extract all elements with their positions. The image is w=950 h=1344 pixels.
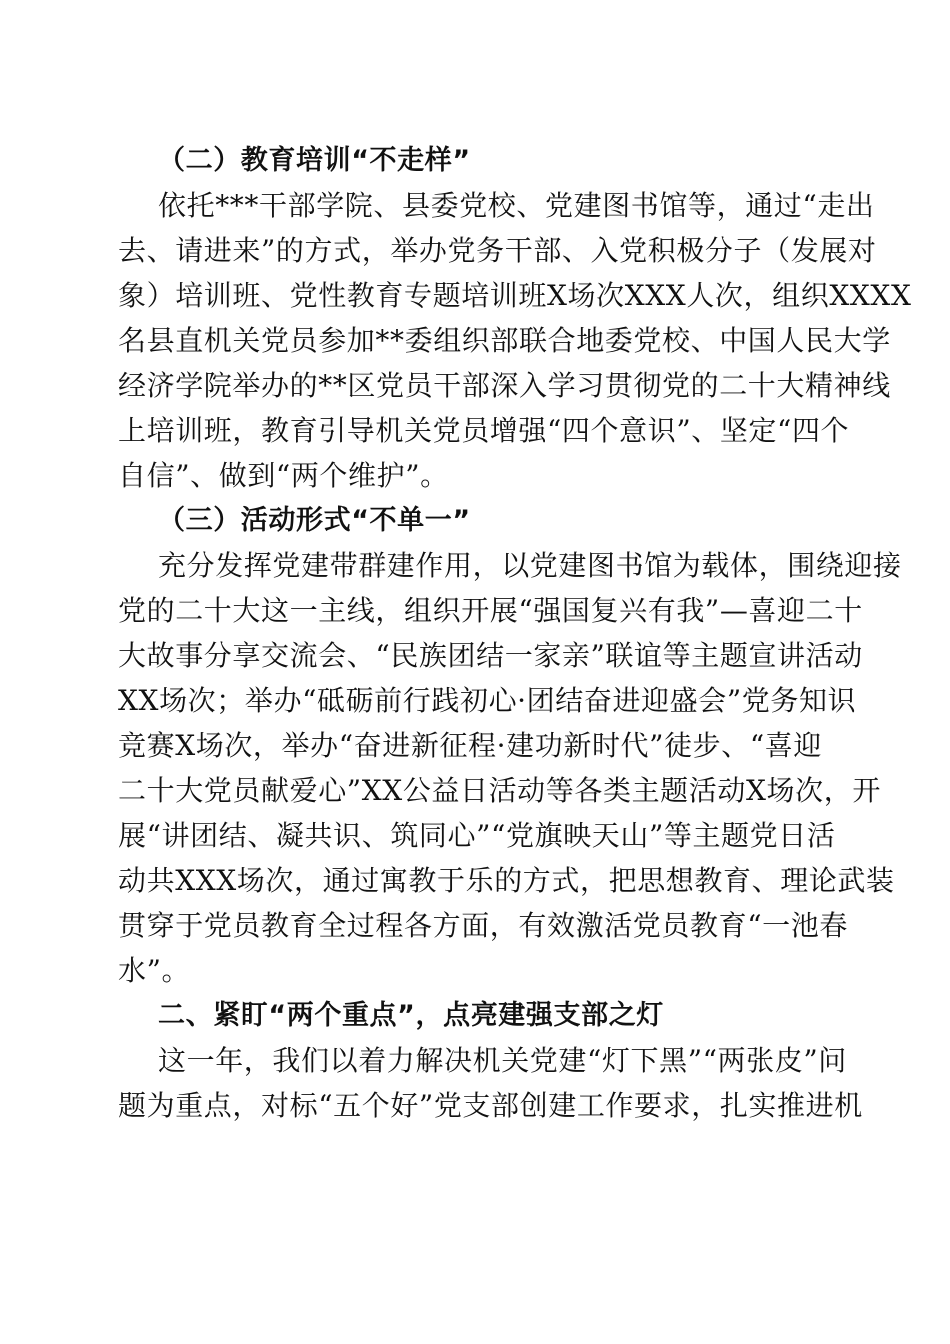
paragraph-line: 象）培训班、党性教育专题培训班X场次XXX人次，组织XXXX xyxy=(118,279,912,312)
paragraph-line: 题为重点，对标“五个好”党支部创建工作要求，扎实推进机 xyxy=(118,1089,863,1122)
paragraph-line: 依托***干部学院、县委党校、党建图书馆等，通过“走出 xyxy=(158,189,875,222)
paragraph-line: 去、请进来”的方式，举办党务干部、入党积极分子（发展对 xyxy=(118,234,877,267)
paragraph-line: XX场次；举办“砥砺前行践初心·团结奋进迎盛会”党务知识 xyxy=(118,684,857,717)
paragraph-line: 大故事分享交流会、“民族团结一家亲”联谊等主题宣讲活动 xyxy=(118,639,863,672)
paragraph-line: 展“讲团结、凝共识、筑同心”“党旗映天山”等主题党日活 xyxy=(118,819,836,852)
paragraph-line: 党的二十大这一主线，组织开展“强国复兴有我”—喜迎二十 xyxy=(118,594,863,627)
paragraph-line: 竞赛X场次，举办“奋进新征程·建功新时代”徒步、“喜迎 xyxy=(118,729,822,762)
paragraph-line: 动共XXX场次，通过寓教于乐的方式，把思想教育、理论武装 xyxy=(118,864,895,897)
paragraph-line: 名县直机关党员参加**委组织部联合地委党校、中国人民大学 xyxy=(118,324,891,357)
chapter-heading-two-key-points: 二、紧盯“两个重点”，点亮建强支部之灯 xyxy=(158,1000,664,1031)
paragraph-line: 经济学院举办的**区党员干部深入学习贯彻党的二十大精神线 xyxy=(118,369,891,402)
section-heading-education-training: （二）教育培训“不走样” xyxy=(158,145,471,176)
paragraph-line: 自信”、做到“两个维护”。 xyxy=(118,459,449,492)
paragraph-line: 这一年，我们以着力解决机关党建“灯下黑”“两张皮”问 xyxy=(158,1044,847,1077)
paragraph-line: 充分发挥党建带群建作用，以党建图书馆为载体，围绕迎接 xyxy=(158,549,902,582)
paragraph-line: 二十大党员献爱心”XX公益日活动等各类主题活动X场次，开 xyxy=(118,774,881,807)
paragraph-line: 水”。 xyxy=(118,954,191,987)
paragraph-line: 贯穿于党员教育全过程各方面，有效激活党员教育“一池春 xyxy=(118,909,848,942)
paragraph-line: 上培训班，教育引导机关党员增强“四个意识”、坚定“四个 xyxy=(118,414,850,447)
section-heading-activity-forms: （三）活动形式“不单一” xyxy=(158,505,471,536)
document-body xyxy=(118,138,912,1128)
